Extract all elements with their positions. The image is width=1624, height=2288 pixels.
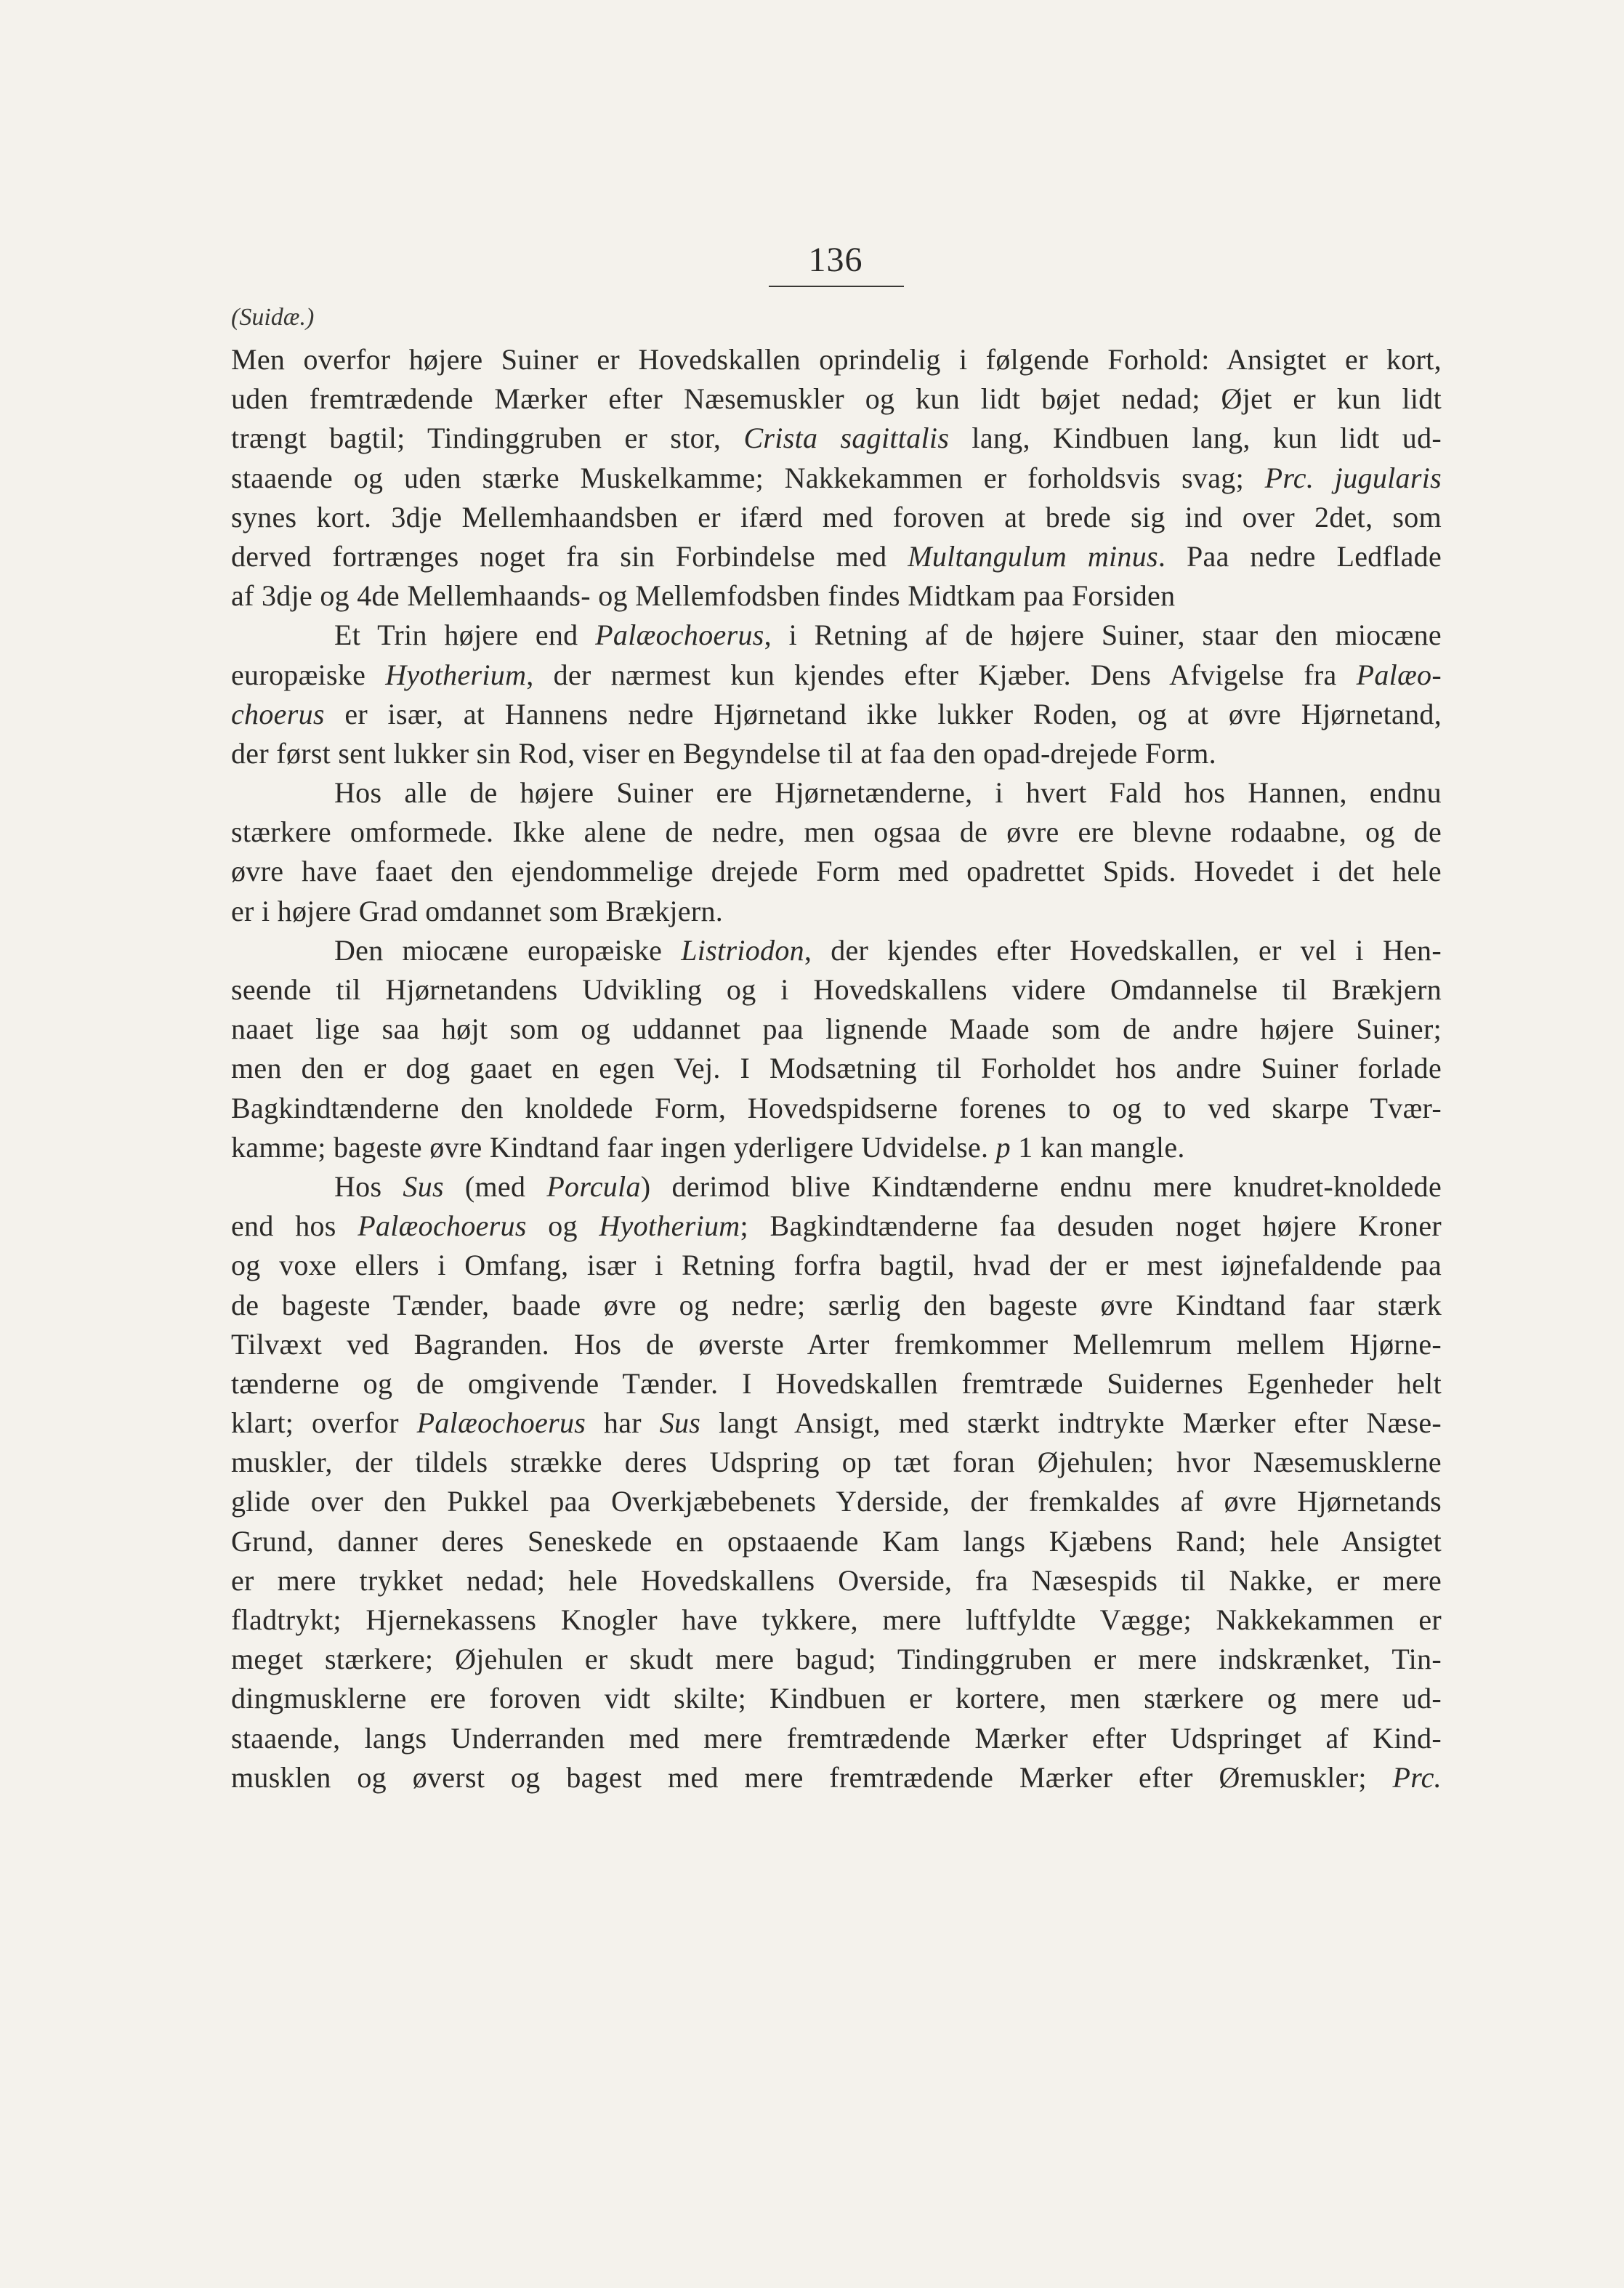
text-line: seende til Hjørnetandens Udvikling og i Hovedskallens videre Omdannelse til Brækjern bbox=[231, 973, 1442, 1006]
text-line: kamme; bageste øvre Kindtand faar ingen yderligere Udvidelse. p 1 kan mangle. bbox=[231, 1130, 1185, 1164]
text-line: Den miocæne europæiske Listriodon, der kjendes efter Hovedskallen, er vel i Hen- bbox=[334, 933, 1442, 967]
text-line: Et Trin højere end Palæochoerus, i Retning af de højere Suiner, staar den miocæne bbox=[334, 619, 1442, 652]
page-number-rule bbox=[769, 286, 904, 287]
text-line: men den er dog gaaet en egen Vej. I Modsætning til Forholdet hos andre Suiner forlade bbox=[231, 1052, 1442, 1085]
text-line: staaende, langs Underranden med mere fremtrædende Mærker efter Udspringet af Kind- bbox=[231, 1721, 1442, 1755]
text-line: glide over den Pukkel paa Overkjæbebenets Yderside, der fremkaldes af øvre Hjørnetands bbox=[231, 1485, 1442, 1518]
text-line: Tilvæxt ved Bagranden. Hos de øverste Arter fremkommer Mellemrum mellem Hjørne- bbox=[231, 1327, 1442, 1361]
page-number: 136 bbox=[808, 241, 863, 279]
text-line: synes kort. 3dje Mellemhaandsben er ifærd med foroven at brede sig ind over 2det, som bbox=[231, 500, 1442, 533]
body-text bbox=[231, 340, 1442, 1797]
text-line: fladtrykt; Hjernekassens Knogler have tykkere, mere luftfyldte Vægge; Nakkekammen er bbox=[231, 1603, 1442, 1636]
text-line: europæiske Hyotherium, der nærmest kun kjendes efter Kjæber. Dens Afvigelse fra Palæo- bbox=[231, 658, 1442, 691]
text-line: trængt bagtil; Tindinggruben er stor, Crista sagittalis lang, Kindbuen lang, kun lidt ud- bbox=[231, 422, 1442, 455]
text-line: er mere trykket nedad; hele Hovedskallens Overside, fra Næsespids til Nakke, er mere bbox=[231, 1563, 1442, 1597]
text-line: Grund, danner deres Seneskede en opstaaende Kam langs Kjæbens Rand; hele Ansigtet bbox=[231, 1524, 1442, 1558]
text-line: er i højere Grad omdannet som Brækjern. bbox=[231, 894, 724, 927]
text-line: der først sent lukker sin Rod, viser en Begyndelse til at faa den opad-drejede Form. bbox=[231, 736, 1216, 770]
text-line: øvre have faaet den ejendommelige drejede Form med opadrettet Spids. Hovedet i det hele bbox=[231, 855, 1442, 888]
text-line: end hos Palæochoerus og Hyotherium; Bagkindtænderne faa desuden noget højere Kroner bbox=[231, 1209, 1442, 1243]
text-line: muskler, der tildels strække deres Udspring op tæt foran Øjehulen; hvor Næsemusklerne bbox=[231, 1446, 1442, 1479]
text-line: uden fremtrædende Mærker efter Næsemuskler og kun lidt bøjet nedad; Øjet er kun lidt bbox=[231, 382, 1442, 416]
text-line: Hos Sus (med Porcula) derimod blive Kindtænderne endnu mere knudret-knoldede bbox=[334, 1169, 1442, 1203]
text-line: de bageste Tænder, baade øvre og nedre; særlig den bageste øvre Kindtand faar stærk bbox=[231, 1288, 1442, 1321]
running-head: (Suidæ.) bbox=[231, 304, 315, 331]
text-line: Hos alle de højere Suiner ere Hjørnetænderne, i hvert Fald hos Hannen, endnu bbox=[334, 776, 1442, 810]
text-line: Men overfor højere Suiner er Hovedskallen oprindelig i følgende Forhold: Ansigtet er kort, bbox=[231, 343, 1442, 376]
text-line: choerus er især, at Hannens nedre Hjørnetand ikke lukker Roden, og at øvre Hjørnetand, bbox=[231, 697, 1442, 730]
text-line: meget stærkere; Øjehulen er skudt mere bagud; Tindinggruben er mere indskrænket, Tin- bbox=[231, 1643, 1442, 1676]
text-line: naaet lige saa højt som og uddannet paa lignende Maade som de andre højere Suiner; bbox=[231, 1012, 1442, 1046]
text-line: staaende og uden stærke Muskelkamme; Nakkekammen er forholdsvis svag; Prc. jugularis bbox=[231, 461, 1442, 494]
text-line: klart; overfor Palæochoerus har Sus langt Ansigt, med stærkt indtrykte Mærker efter Næse- bbox=[231, 1406, 1442, 1440]
text-line: af 3dje og 4de Mellemhaands- og Mellemfodsben findes Midtkam paa Forsiden bbox=[231, 579, 1176, 613]
text-line: og voxe ellers i Omfang, især i Retning forfra bagtil, hvad der er mest iøjnefaldende paa bbox=[231, 1249, 1442, 1282]
text-line: musklen og øverst og bagest med mere fremtrædende Mærker efter Øremuskler; Prc. bbox=[231, 1760, 1442, 1794]
text-line: dingmusklerne ere foroven vidt skilte; Kindbuen er kortere, men stærkere og mere ud- bbox=[231, 1682, 1442, 1715]
text-line: Bagkindtænderne den knoldede Form, Hovedspidserne forenes to og to ved skarpe Tvær- bbox=[231, 1091, 1442, 1124]
text-line: derved fortrænges noget fra sin Forbindelse med Multangulum minus. Paa nedre Ledflade bbox=[231, 539, 1442, 573]
text-line: stærkere omformede. Ikke alene de nedre, men ogsaa de øvre ere blevne rodaabne, og de bbox=[231, 815, 1442, 849]
text-line: tænderne og de omgivende Tænder. I Hovedskallen fremtræde Suidernes Egenheder helt bbox=[231, 1366, 1442, 1400]
